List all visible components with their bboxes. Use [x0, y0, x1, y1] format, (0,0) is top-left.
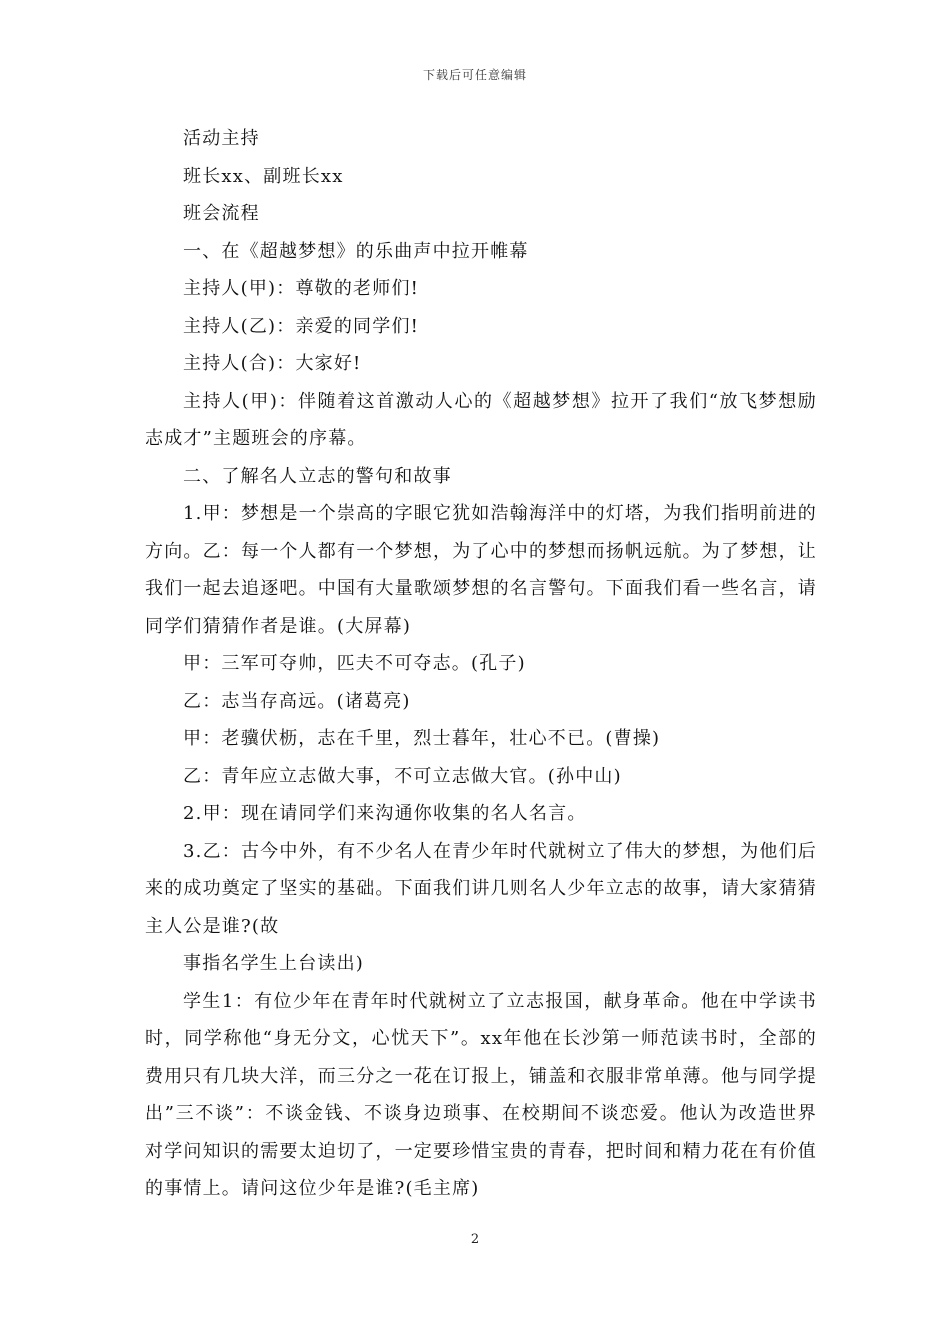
paragraph-item-two: 2.甲：现在请同学们来沟通你收集的名人名言。: [183, 803, 587, 824]
document-body: [145, 120, 817, 1208]
paragraph-item-three-continued: 事指名学生上台读出): [183, 953, 365, 974]
paragraph-hosts: 班长xx、副班长xx: [183, 165, 344, 187]
paragraph-quote-zhuge-liang: 乙：志当存高远。(诸葛亮): [183, 690, 411, 712]
paragraph-quote-cao-cao: 甲：老骥伏枥，志在千里，烈士暮年，壮心不已。(曹操): [183, 728, 661, 749]
paragraph-section-one: 一、在《超越梦想》的乐曲声中拉开帷幕: [183, 240, 529, 262]
paragraph-host-together: 主持人(合)：大家好!: [183, 353, 362, 374]
paragraph-host-a-opening: 主持人(甲)：伴随着这首激动人心的《超越梦想》拉开了我们“放飞梦想励志成才”主题班会的序幕。: [145, 390, 817, 449]
paragraph-item-three: 3.乙：古今中外，有不少名人在青少年时代就树立了伟大的梦想，为他们后来的成功奠定了坚实的基础。下面我们讲几则名人少年立志的故事，请大家猜猜主人公是谁?(故: [145, 840, 817, 937]
paragraph-process-heading: 班会流程: [183, 203, 260, 224]
paragraph-quote-sun-yat-sen: 乙：青年应立志做大事，不可立志做大官。(孙中山): [183, 765, 622, 787]
paragraph-host-a-greeting: 主持人(甲)：尊敬的老师们!: [183, 278, 420, 299]
header-note: 下载后可任意编辑: [422, 68, 527, 82]
paragraph-student-one: 学生1：有位少年在青年时代就树立了立志报国，献身革命。他在中学读书时，同学称他“身无分文，心忧天下”。xx年他在长沙第一师范读书时，全部的费用只有几块大洋，而三分之一花在订报上，铺盖和衣服非常单薄。他与同学提出”三不谈”：不谈金钱、不谈身边琐事、在校期间不谈恋爱。他认为改造世界对学问知识的需要太迫切了，一定要珍惜宝贵的青春，把时间和精力花在有价值的事情上。请问这位少年是谁?(毛主席): [145, 990, 817, 1199]
page-number: 2: [470, 1232, 480, 1247]
paragraph-host-b-greeting: 主持人(乙)：亲爱的同学们!: [183, 315, 420, 337]
paragraph-item-one: 1.甲：梦想是一个崇高的字眼它犹如浩翰海洋中的灯塔，为我们指明前进的方向。乙：每一个人都有一个梦想，为了心中的梦想而扬帆远航。为了梦想，让我们一起去追逐吧。中国有大量歌颂梦想的名言警句。下面我们看一些名言，请同学们猜猜作者是谁。(大屏幕): [145, 503, 817, 637]
paragraph-host-heading: 活动主持: [183, 128, 260, 149]
paragraph-quote-confucius: 甲：三军可夺帅，匹夫不可夺志。(孔子): [183, 653, 526, 674]
paragraph-section-two: 二、了解名人立志的警句和故事: [183, 465, 452, 487]
